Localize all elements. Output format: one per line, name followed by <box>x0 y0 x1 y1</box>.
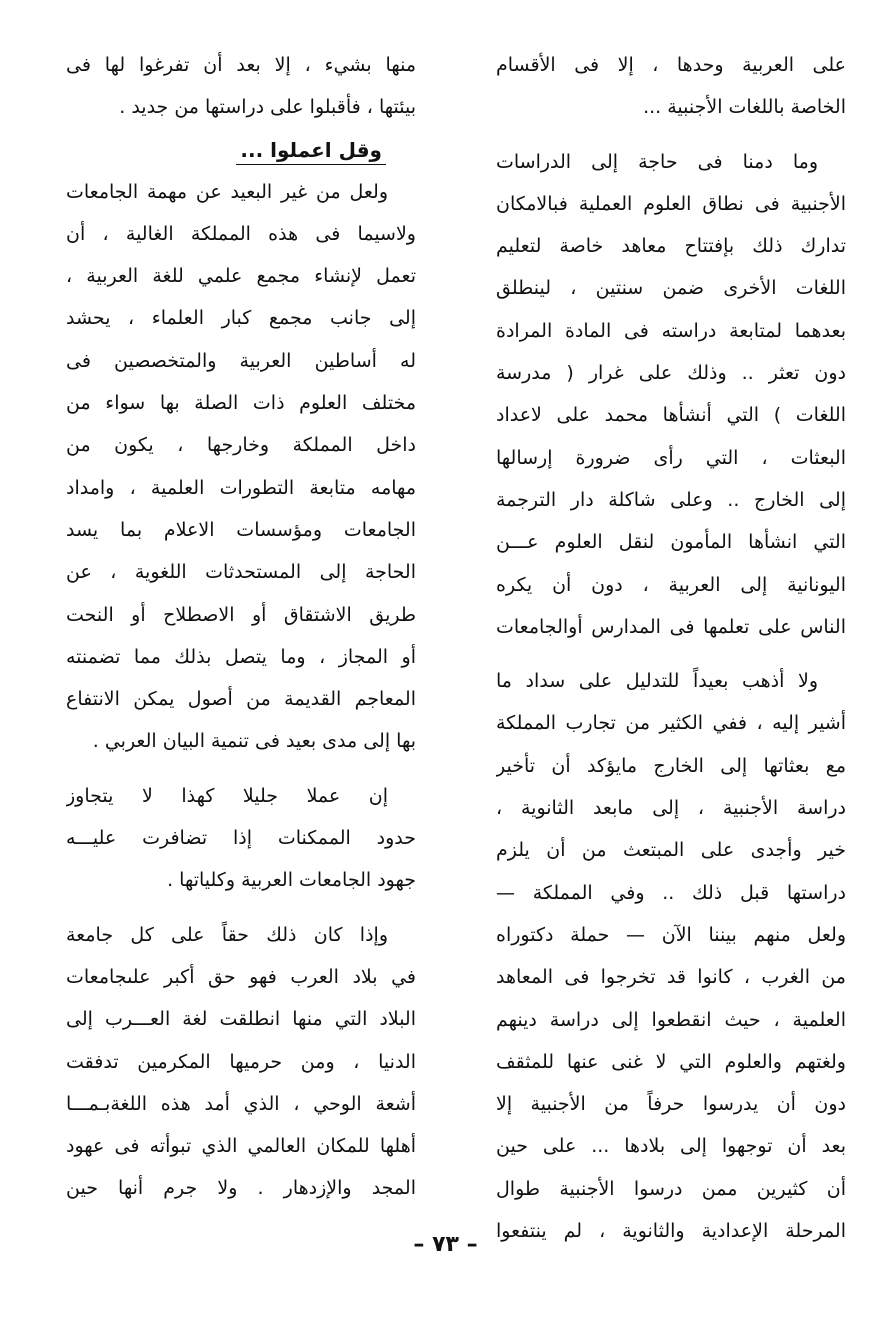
paragraph <box>66 171 416 763</box>
text-line: جهود الجامعات العربية وكلياتها . <box>167 869 416 892</box>
text-line: إن عملا جليلا كهذا لا يتجاوز <box>66 784 388 807</box>
paragraph <box>496 44 846 129</box>
text-line: بعدهما لمتابعة دراسته فى المادة المرادة <box>496 319 846 342</box>
text-line: أن كثيرين ممن درسوا الأجنبية طوال <box>496 1177 846 1200</box>
text-line: طريق الاشتقاق أو الاصطلاح أو النحت <box>66 603 416 626</box>
text-line: دراسة الأجنبية ، إلى مابعد الثانوية ، <box>496 797 846 820</box>
text-line: داخل المملكة وخارجها ، يكون من <box>66 434 416 457</box>
paragraph <box>66 775 416 902</box>
text-line: اللغات الأخرى ضمن سنتين ، لينطلق <box>496 277 846 300</box>
section-heading-text: وقل اعملوا ... <box>236 138 386 165</box>
text-line: منها بشيء ، إلا بعد أن تفرغوا لها فى <box>66 54 416 76</box>
text-line: أهلها للمكان العالمي الذي تبوأته فى عهود <box>66 1135 416 1158</box>
page-number: – ٧٣ – <box>413 1232 478 1257</box>
text-line: على العربية وحدها ، إلا فى الأقسام <box>496 54 846 76</box>
text-line: خير وأجدى على المبتعث من أن يلزم <box>496 839 846 862</box>
text-line: وما دمنا فى حاجة إلى الدراسات <box>496 150 818 173</box>
text-line: العلمية ، حيث انقطعوا إلى دراسة دينهم <box>496 1008 846 1031</box>
paragraph <box>496 141 846 649</box>
text-line: تدارك ذلك بإفتتاح معاهد خاصة لتعليم <box>496 235 846 258</box>
text-line: بعد أن توجهوا إلى بلادها ... على حين <box>496 1135 846 1158</box>
text-line: الدنيا ، ومن حرميها المكرمين تدفقت <box>66 1050 416 1073</box>
text-line: بيئتها ، فأقبلوا على دراستها من جديد . <box>119 96 416 119</box>
text-line: حدود الممكنات إذا تضافرت عليـــه <box>66 827 416 850</box>
text-line: مع بعثاتها إلى الخارج مايؤكد أن تأخير <box>496 754 846 777</box>
paragraph <box>66 44 416 129</box>
text-line: ولا أذهب بعيداً للتدليل على سداد ما <box>496 670 818 693</box>
text-line: الجامعات ومؤسسات الاعلام بما يسد <box>66 518 416 541</box>
text-line: مختلف العلوم ذات الصلة بها سواء من <box>66 392 416 415</box>
text-line: مهامه متابعة التطورات العلمية ، وامداد <box>66 476 416 499</box>
text-line: دراستها قبل ذلك .. وفي المملكة — <box>496 881 846 904</box>
text-line: اللغات ) التي أنشأها محمد على لاعداد <box>496 404 846 427</box>
text-line: أشير إليه ، ففي الكثير من تجارب المملكة <box>496 712 846 735</box>
text-line: الناس على تعلمها فى المدارس أوالجامعات <box>496 615 846 638</box>
text-line: اليونانية إلى العربية ، دون أن يكره <box>496 573 846 596</box>
text-line: وإذا كان ذلك حقاً على كل جامعة <box>66 923 388 946</box>
paragraph <box>496 660 846 1252</box>
text-line: التي انشأها المأمون لنقل العلوم عـــن <box>496 531 846 554</box>
text-line: له أساطين العربية والمتخصصين فى <box>66 349 416 372</box>
text-line: المعاجم القديمة من أصول يمكن الانتفاع <box>66 688 416 711</box>
text-line: من الغرب ، كانوا قد تخرجوا فى المعاهد <box>496 966 846 989</box>
text-line: ولغتهم والعلوم التي لا غنى عنها للمثقف <box>496 1050 846 1073</box>
paragraph <box>66 914 416 1210</box>
section-heading <box>66 129 416 171</box>
text-line: البعثات ، التي رأى ضرورة إرسالها <box>496 446 846 469</box>
text-line: في بلاد العرب فهو حق أكبر علىجامعات <box>66 965 416 988</box>
text-line: المرحلة الإعدادية والثانوية ، لم ينتفعوا <box>496 1220 846 1243</box>
text-line: الأجنبية فى نطاق العلوم العملية فبالامكان <box>496 192 846 215</box>
text-line: أو المجاز ، وما يتصل بذلك مما تضمنته <box>66 645 416 668</box>
text-line: ولاسيما فى هذه المملكة الغالية ، أن <box>66 222 416 245</box>
right-column <box>496 44 846 1252</box>
text-line: إلى جانب مجمع كبار العلماء ، يحشد <box>66 307 416 330</box>
text-line: تعمل لإنشاء مجمع علمي للغة العربية ، <box>66 265 416 288</box>
text-line: ولعل منهم بيننا الآن — حملة دكتوراه <box>496 923 846 946</box>
text-line: إلى الخارج .. وعلى شاكلة دار الترجمة <box>496 488 846 511</box>
text-line: بها إلى مدى بعيد فى تنمية البيان العربي . <box>92 730 416 753</box>
text-line: دون أن يدرسوا حرفاً من الأجنبية إلا <box>496 1093 846 1116</box>
left-column <box>66 44 416 1210</box>
text-line: الحاجة إلى المستحدثات اللغوية ، عن <box>66 561 416 584</box>
text-line: البلاد التي منها انطلقت لغة العـــرب إلى <box>66 1008 416 1031</box>
text-line: المجد والإزدهار . ولا جرم أنها حين <box>66 1177 416 1200</box>
text-line: الخاصة باللغات الأجنبية ... <box>643 96 846 119</box>
text-line: أشعة الوحي ، الذي أمد هذه اللغةبـمـــا <box>66 1092 416 1115</box>
text-line: دون تعثر .. وذلك على غرار ( مدرسة <box>496 362 846 385</box>
text-line: ولعل من غير البعيد عن مهمة الجامعات <box>66 180 388 203</box>
